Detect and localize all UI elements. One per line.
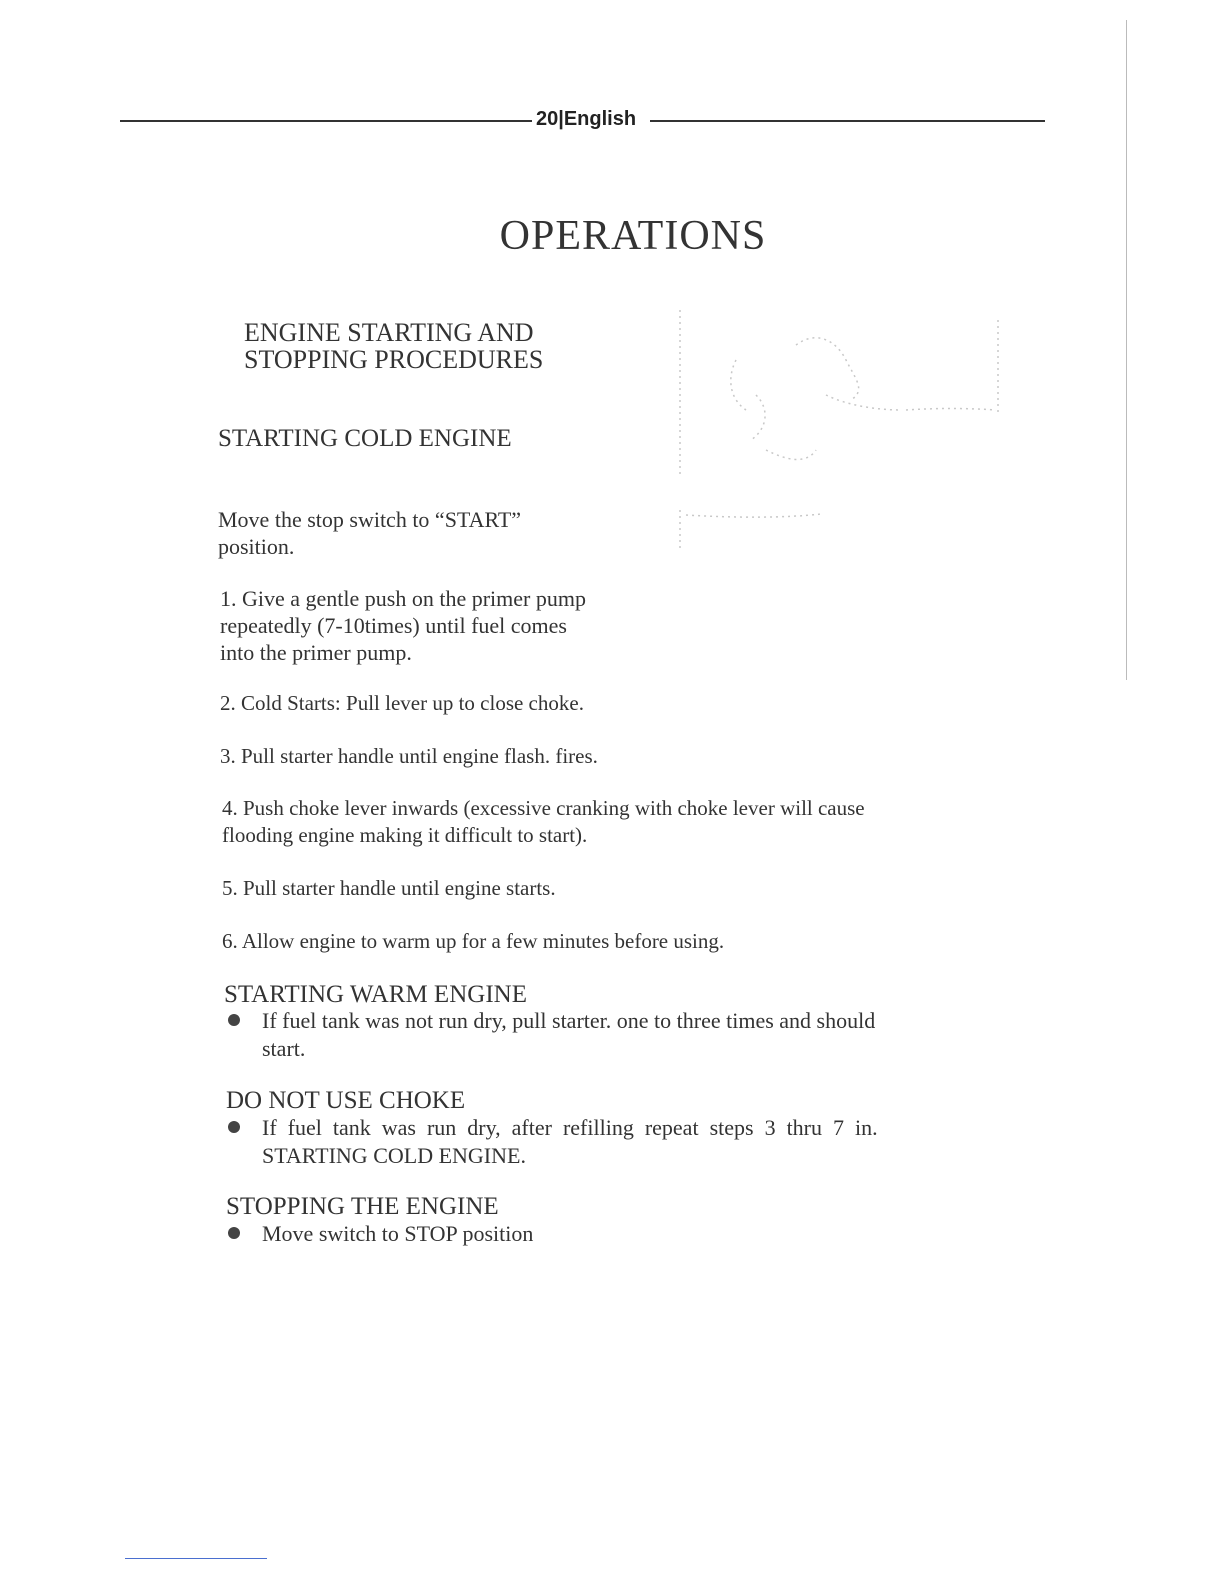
- page-number-label: 20|English: [536, 108, 637, 130]
- warm-bullet: [228, 1007, 875, 1063]
- bullet-dot-icon: [228, 1227, 240, 1239]
- step2-text: 2. Cold Starts: Pull lever up to close choke.: [220, 691, 584, 715]
- cold-engine-heading: STARTING COLD ENGINE: [218, 425, 512, 452]
- page-title: OPERATIONS: [499, 213, 767, 259]
- scan-edge-line: [1126, 20, 1127, 680]
- step4-line1: 4. Push choke lever inwards (excessive cranking with choke lever will cause: [222, 796, 865, 820]
- choke-bullet-line2: STARTING COLD ENGINE.: [262, 1143, 526, 1168]
- step4-line2: flooding engine making it difficult to start).: [222, 823, 588, 847]
- choke-bullet: [228, 1114, 878, 1170]
- faded-engine-illustration: [676, 300, 1006, 570]
- section-heading-line2: STOPPING PROCEDURES: [244, 345, 544, 374]
- cold-intro-line2: position.: [218, 534, 295, 559]
- step1-line1: 1. Give a gentle push on the primer pump: [220, 586, 586, 611]
- warm-bullet-line1: If fuel tank was not run dry, pull starter. one to three times and should: [262, 1008, 876, 1033]
- footer-link-line: [125, 1558, 267, 1559]
- section-heading-line1: ENGINE STARTING AND: [244, 318, 534, 347]
- step5-text: 5. Pull starter handle until engine starts.: [222, 876, 556, 900]
- header-rule-right: [650, 120, 1045, 122]
- no-choke-heading: DO NOT USE CHOKE: [226, 1087, 466, 1114]
- bullet-dot-icon: [228, 1121, 240, 1133]
- choke-bullet-line1: If fuel tank was run dry, after refilling repeat steps 3 thru 7 in.: [262, 1115, 878, 1140]
- step3-text: 3. Pull starter handle until engine flash. fires.: [220, 744, 598, 768]
- stopping-bullet: [228, 1220, 533, 1248]
- bullet-dot-icon: [228, 1014, 240, 1026]
- page-header: [120, 108, 1045, 134]
- warm-bullet-line2: start.: [262, 1036, 306, 1061]
- stopping-heading: STOPPING THE ENGINE: [226, 1193, 499, 1220]
- warm-engine-heading: STARTING WARM ENGINE: [224, 981, 527, 1008]
- cold-intro-line1: Move the stop switch to “START”: [218, 507, 522, 532]
- header-rule-left: [120, 120, 532, 122]
- step1-line2: repeatedly (7-10times) until fuel comes: [220, 613, 567, 638]
- step1-line3: into the primer pump.: [220, 640, 412, 665]
- step6-text: 6. Allow engine to warm up for a few minutes before using.: [222, 929, 725, 953]
- stopping-bullet-text: Move switch to STOP position: [262, 1221, 534, 1246]
